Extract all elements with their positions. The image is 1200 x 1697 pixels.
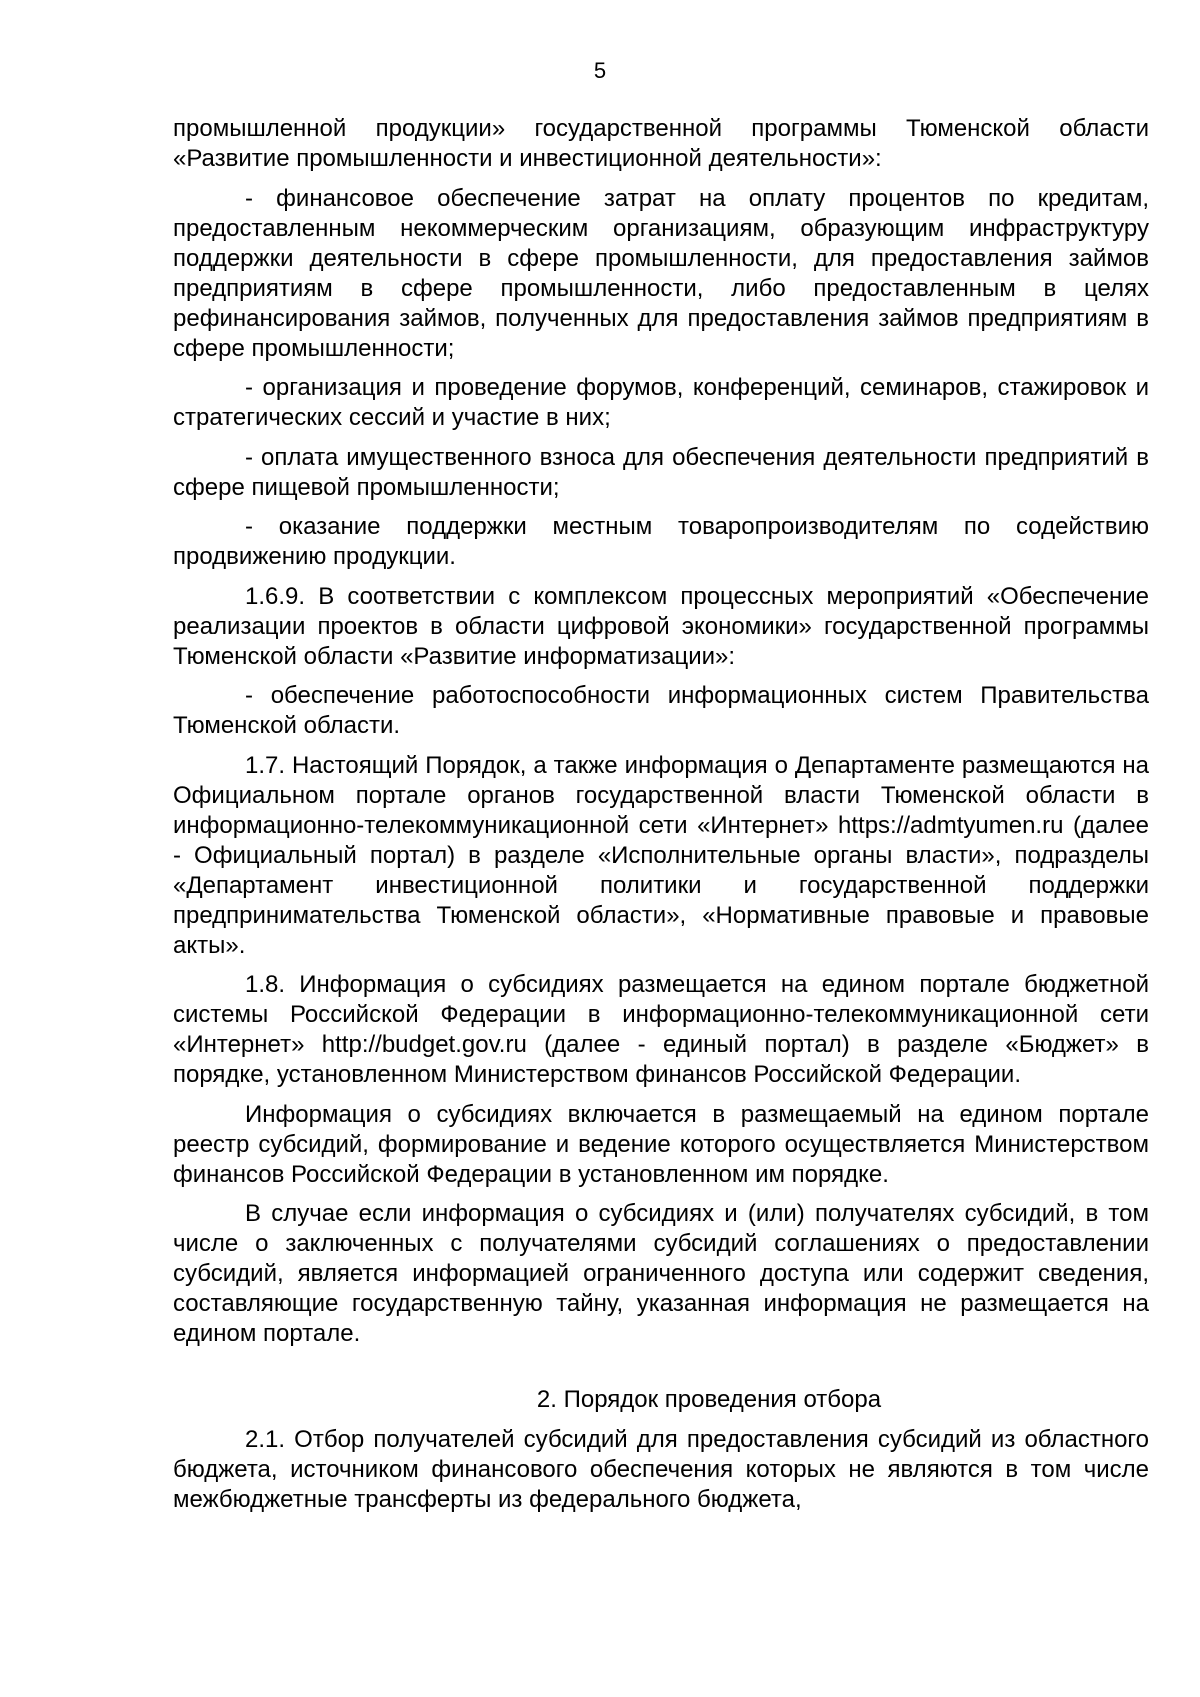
paragraph-program-continuation: промышленной продукции» государственной программы Тюменской области «Развитие промышленности и инвестиционной деятельности»: xyxy=(173,115,1149,172)
paragraph-local-producers: - оказание поддержки местным товаропроизводителям по содействию продвижению продукции. xyxy=(173,513,1149,570)
paragraph-1-7: 1.7. Настоящий Порядок, а также информация о Департаменте размещаются на Официальном портале органов государственной власти Тюменской области в информационно-телекоммуникационной сети «Интернет» https://admtyumen.ru (далее - Официальный портал) в разделе «Исполнительные органы власти», подразделы «Департамент инвестиционной политики и государственной поддержки предпринимательства Тюменской области», «Нормативные правовые и правовые акты». xyxy=(173,751,1149,959)
page-number: 5 xyxy=(593,58,607,83)
paragraph-interest-costs: - финансовое обеспечение затрат на оплату процентов по кредитам, предоставленным некоммерческим организациям, образующим инфраструктуру поддержки деятельности в сфере промышленности, для предоставления займов предприятиям в сфере промышленности, либо предоставленным в целях рефинансирования займов, полученных для предоставления займов предприятиям в сфере промышленности; xyxy=(173,184,1149,362)
paragraph-property-contribution: - оплата имущественного взноса для обеспечения деятельности предприятий в сфере пищевой промышленности; xyxy=(173,443,1149,501)
section-heading: 2. Порядок проведения отбора xyxy=(536,1386,882,1413)
paragraph-2-1: 2.1. Отбор получателей субсидий для предоставления субсидий из областного бюджета, источником финансового обеспечения которых не являются в том числе межбюджетные трансферты из федерального бюджета, xyxy=(173,1426,1149,1513)
paragraph-info-systems: - обеспечение работоспособности информационных систем Правительства Тюменской области. xyxy=(173,682,1149,739)
paragraph-registry: Информация о субсидиях включается в размещаемый на едином портале реестр субсидий, формирование и ведение которого осуществляется Министерством финансов Российской Федерации в установленном им порядке. xyxy=(173,1100,1149,1188)
paragraph-forums: - организация и проведение форумов, конференций, семинаров, стажировок и стратегических сессий и участие в них; xyxy=(173,374,1149,431)
paragraph-restricted-info: В случае если информация о субсидиях и (или) получателях субсидий, в том числе о заключенных с получателями субсидий соглашениях о предоставлении субсидий, является информацией ограниченного доступа или содержит сведения, составляющие государственную тайну, указанная информация не размещается на едином портале. xyxy=(173,1200,1149,1347)
paragraph-1-6-9: 1.6.9. В соответствии с комплексом процессных мероприятий «Обеспечение реализации проектов в области цифровой экономики» государственной программы Тюменской области «Развитие информатизации»: xyxy=(173,582,1149,670)
paragraph-1-8: 1.8. Информация о субсидиях размещается на едином портале бюджетной системы Российской Федерации в информационно-телекоммуникационной сети «Интернет» http://budget.gov.ru (далее - единый портал) в разделе «Бюджет» в порядке, установленном Министерством финансов Российской Федерации. xyxy=(173,971,1149,1088)
document-body xyxy=(173,114,1149,1525)
